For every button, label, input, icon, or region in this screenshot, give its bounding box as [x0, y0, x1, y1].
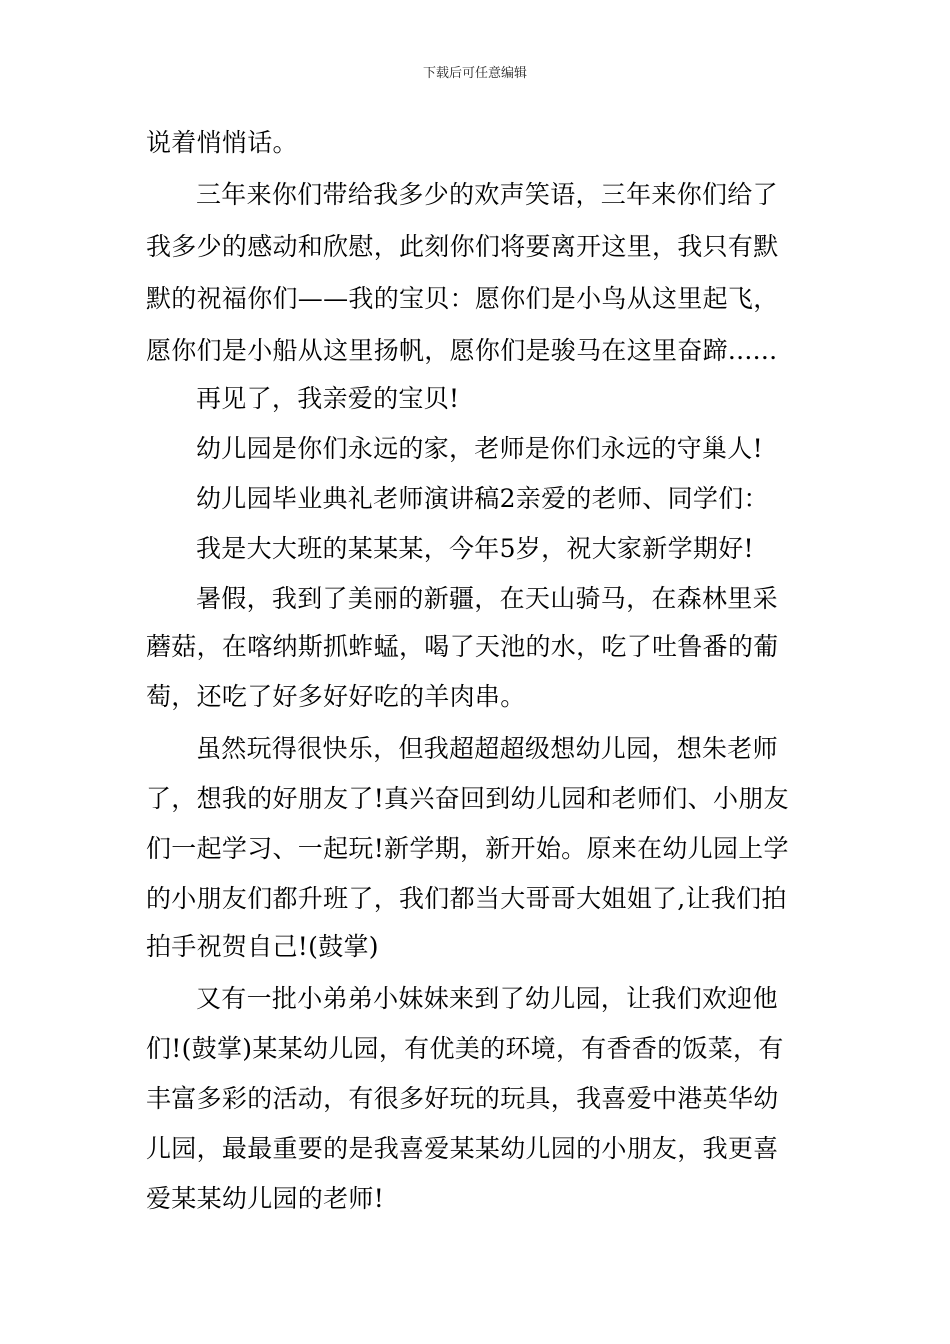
text-line: 虽然玩得很快乐，但我超超超级想幼儿园，想朱老师	[196, 734, 778, 763]
text-line: 又有一批小弟弟小妹妹来到了幼儿园，让我们欢迎他	[196, 984, 778, 1013]
text-line: 拍手祝贺自己!(鼓掌)	[146, 932, 379, 961]
text-line: 说着悄悄话。	[146, 128, 298, 157]
text-line: 再见了，我亲爱的宝贝!	[196, 384, 460, 413]
text-line: 幼儿园是你们永远的家，老师是你们永远的守巢人!	[196, 434, 763, 463]
text-line: 了，想我的好朋友了!真兴奋回到幼儿园和老师们、小朋友	[146, 784, 789, 813]
text-line: 我是大大班的某某某，今年5岁，祝大家新学期好!	[196, 534, 754, 563]
text-line: 丰富多彩的活动，有很多好玩的玩具，我喜爱中港英华幼	[146, 1084, 779, 1113]
text-line: 我多少的感动和欣慰，此刻你们将要离开这里，我只有默	[146, 232, 779, 261]
text-line: 的小朋友们都升班了，我们都当大哥哥大姐姐了,让我们拍	[146, 884, 787, 913]
text-line: 蘑菇，在喀纳斯抓蚱蜢，喝了天池的水，吃了吐鲁番的葡	[146, 632, 779, 661]
text-line: 暑假，我到了美丽的新疆，在天山骑马，在森林里采	[196, 584, 778, 613]
text-line: 幼儿园毕业典礼老师演讲稿2亲爱的老师、同学们：	[196, 484, 769, 513]
text-line: 默的祝福你们——我的宝贝：愿你们是小鸟从这里起飞，	[146, 284, 779, 313]
text-line: 爱某某幼儿园的老师!	[146, 1184, 385, 1213]
text-line: 三年来你们带给我多少的欢声笑语，三年来你们给了	[196, 180, 778, 209]
text-line: 们!(鼓掌)某某幼儿园，有优美的环境，有香香的饭菜，有	[146, 1034, 784, 1063]
text-line: 们一起学习、一起玩!新学期，新开始。原来在幼儿园上学	[146, 834, 789, 863]
text-line: 萄，还吃了好多好好吃的羊肉串。	[146, 682, 526, 711]
text-line: 愿你们是小船从这里扬帆，愿你们是骏马在这里奋蹄......	[146, 336, 778, 365]
page-header: 下载后可任意编辑	[422, 66, 527, 81]
text-line: 儿园，最最重要的是我喜爱某某幼儿园的小朋友，我更喜	[146, 1134, 779, 1163]
